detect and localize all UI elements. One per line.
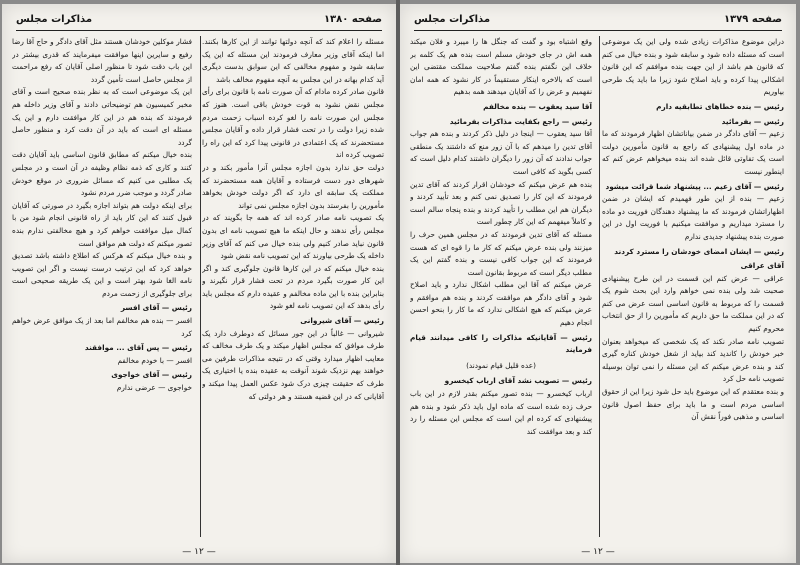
right-page-label: صفحه ۱۳۷۹	[723, 14, 782, 25]
paragraph: خواجوی — عرضی ندارم	[116, 383, 192, 393]
paragraph: فشار موکلین خودشان هستند مثل آقای دادگر و حاج آقا رضا رفیع و سایرین اینها موافقت میفرمایند که قدری بیشتر در این باب دقت شود تا منظور اصلی آقایان که رفع مراحمت از مجلس حاصل است تأمین گردد	[12, 37, 192, 84]
paragraph: تصویب نامه صادر نکند که یک شخصی که میخواهد بعنوان خبر خودش را کاندید کند بیاید از شغل خودش کناره گیری کند و بنده عرض میکنم که این مسئله را نمی توان بوسیله تصویب نامه حل کرد	[602, 336, 784, 384]
paragraph: مسئله را اعلام کند که آنچه دولتها توانند از این کارها بکنند. اما اینکه آقای وزیر معارف فرمودند این مسئله که این یک سابقه شود و مفهوم مخالفی که این سوابق بدست دیگری آید کدام بهانه در این مجلس به آنچه مفهوم مخالف باشد	[202, 37, 384, 84]
paragraph: افسر — بنده هم مخالفم اما بعد از یک موافق عرض خواهم کرد	[12, 316, 192, 338]
speaker-line: رئیس — آقای خواجوی	[111, 370, 192, 380]
paragraph: شیروانی — غالباً در این جور مسائل که دوطرف دارد یک طرف موافق که مجلس اظهار میکند و یک طرف مخالف که معایب اظهار میدارد وقتی که در نتیجه مذاکرات طرفین می خواهند بهم نزدیک شوند آنوقت به عقیده بنده یا اختیاری یک طرف که حقیقت چیزی درک شود عکس العمل پیدا میکند و آقایانی که در این قضیه هستند و هر دولتی که	[202, 328, 384, 401]
left-page-label: صفحه ۱۳۸۰	[323, 14, 382, 25]
paragraph: بنده هم عرض میکنم که خودشان اقرار کردند که آقای تدین فرمودند که این کار را تصدیق نمی کنم و بعد تأیید کردند و دیگران هم این مطلب را تأیید کردند و بنده پنجاه سالم است و کاملاً میفهمم که این کار چطور است	[410, 179, 592, 227]
left-page	[2, 4, 396, 563]
paragraph: افسر — با خودم مخالفم	[117, 355, 192, 365]
column-divider	[599, 36, 600, 537]
proceeding-note: (عده قلیل قیام نمودند)	[466, 360, 536, 370]
speaker-line: رئیس — تصویب نشد آقای ارباب کیخسرو	[444, 376, 592, 386]
paragraph: دراین موضوع مذاکرات زیادی شده ولی این یک موضوعی است که مسئله داده شود و سابقه شود و بنده خیال می کنم که قانون هم باشد از این جهت بنده موافقم که این قانون اشکالی پیدا کرده و باید اصلاح شود زیرا ما باید یک طرحی بیاوریم	[602, 37, 784, 97]
speaker-line: رئیس — ایشان امضای خودشان را مسترد کردند	[614, 246, 784, 256]
right-page-column-left	[410, 36, 592, 541]
column-divider	[200, 36, 201, 537]
speaker-line: رئیس — آقای شیروانی	[300, 316, 384, 326]
left-page-number: — ۱۲ —	[182, 547, 216, 557]
paragraph: وقع اشتباه بود و گفت که جنگل ها را میبرد و فلان میکند همه اش در جای خودش مسلم است بنده هم یک کلمه بر خلاف این نگفتم بنده گفتم صلاحیت مملکت مقتضی این است که بالاخره اینکار مستقیماً در کار نشود که همه امان نفهمیم و عرض را که آقایان میدهند همه بدهیم	[410, 37, 592, 97]
paragraph: عرض میکنم که آقا این مطلب اشکال ندارد و باید اصلاح شود و آقای دادگر هم موافقت کردند و بنده هم موافقم و عرض میکنم که هیچ اشکالی ندارد که ما کار را بنحو احسن انجام دهیم	[410, 280, 592, 328]
speaker-line: رئیس — آقایانیکه مذاکرات را کافی میدانند قیام فرمایند	[410, 332, 592, 355]
speaker-line: رئیس — آقای زعیم ... پیشنهاد شما قرائت میشود	[605, 181, 784, 191]
left-page-column-left	[12, 36, 192, 541]
speaker-line: رئیس — بنده خطاهای تطابقیه دارم	[656, 101, 784, 111]
speaker-line: رئیس — بفرمائید	[721, 116, 784, 126]
speaker-line: آقا سید یعقوب — بنده مخالفم	[483, 101, 592, 111]
paragraph: و بنده خیال میکنم که هرکس که اطلاع داشته باشد تصدیق خواهد کرد که این ترتیب درست نیست و اگر این تصویب نامه الغا شود بهتر است و این یک طریقه صحیحی است برای جلوگیری از زحمت مردم	[12, 251, 192, 298]
paragraph: مسئله که آقای تدین فرمودند که در مجلس همین حرف را میزنند ولی بنده عرض میکنم که کار ما را قوه ای که هست فرمودند که این جواب کافی نیست و بنده گفتم این یک مطلب دیگر است که مربوط بقانون است	[410, 229, 592, 277]
speaker-line: رئیس — پس آقای ... موافقند	[84, 343, 192, 353]
left-page-title: مذاکرات مجلس	[16, 14, 93, 25]
right-page-header	[414, 12, 782, 31]
paragraph: زعیم — بنده از این طور فهمیدم که ایشان در ضمن اظهاراتشان فرمودند که ما پیشنهاد دهندگان فوریت دو ماده را مسترد میداریم و موافقت میکنیم با فوریت اول در این صورت بنده پیشنهاد جدیدی ندارم	[602, 194, 784, 241]
paragraph: یک تصویب نامه صادر کرده اند که همه جا بگویند که در مجلس رأی ندهند و حال اینکه ما هیچ تصویب نامه ای بدون قانون نباید صادر کنیم ولی بنده خیال می کنم که آقای وزیر داخله یک طرحی بیاورند که این تصویب نامه نقض شود	[202, 213, 384, 261]
right-page	[400, 4, 796, 563]
paragraph: آقا سید یعقوب — اینجا در دلیل ذکر کردند و بنده هم جواب آقای تدین را میدهم که با آن زور منع که داشتند یک منطقی جواب ندادند که آن زور را دیگران داشتند کدام دلیل است که کسی بگوید که کافی است	[410, 129, 592, 176]
right-page-column-right	[602, 36, 784, 541]
speaker-line: رئیس — آقای افسر	[120, 303, 192, 313]
left-page-column-right	[202, 36, 384, 541]
paragraph: دولت حق ندارد بدون اجازه مجلس آنرا مأمور بکند و در شهرهای دور دست فرستاده و آقایان همه مستحضرند که مملکت یک سابقه ای دارد که اگر دولت خودش بخواهد مأمورین را بفرستد بدون اجازه مجلس نمی تواند	[202, 162, 384, 210]
speaker-line: آقای عراقی	[740, 261, 784, 271]
paragraph: زعیم — آقای دادگر در ضمن بیاناتشان اظهار فرمودند که ما در ماده اول پیشنهادی که راجع به قانون مأمورین دولت است یک تفاوتی قائل شده اند بنده میخواهم عرض کنم که اینطور نیست	[602, 129, 784, 176]
right-page-number: — ۱۲ —	[581, 547, 615, 557]
left-page-header	[16, 12, 382, 31]
speaker-line: رئیس — راجع بکفایت مذاکرات بفرمائید	[449, 116, 592, 126]
paragraph: بنده خیال میکنم که مطابق قانون اساسی باید آقایان دقت کنند و کاری که ذمه نظام وظیفه در آن است و در مجلس یک مطلبی می کنیم که مسائل ضروری در موقع خودش صادر گردد و موجب ضرر مردم نشود	[12, 150, 192, 198]
right-page-title: مذاکرات مجلس	[414, 14, 491, 25]
paragraph: قانون صادر کرده مادام که آن صورت نامه با قانون برای رأی مجلس نقض نشود به قوت خودش باقی است. هنوز که مجلس این صورت نامه را لغو کرده اسباب زحمت مردم شده زیرا دولت را در تحت فشار قرار داده و آقایان مجلس مستحضرند که یک اعتمادی در قانونی پیدا کرد که این راه را تصویب کرده اند	[202, 87, 384, 160]
paragraph: و بنده معتقدم که این موضوع باید حل شود زیرا این از حقوق اساسی مردم است و ما باید برای حفظ اصول قانون اساسی و مذهبی فوراً نقش آن	[602, 387, 784, 422]
paragraph: عراقی — عرض کنم این قسمت در این طرح پیشنهادی صحبت شد ولی بنده نمی خواهم وارد این بحث شوم یک قسمت را که مربوط به قانون اساسی است عرض می کنم که در این مملکت ما حق داریم که مأمورین را از حق انتخاب محروم کنیم	[602, 273, 784, 334]
paragraph: برای اینکه دولت هم بتواند اجازه بگیرد در صورتی که آقایان قبول کنند که این کار باید از راه قانونی انجام شود من با کمال میل موافقت خواهم کرد و هیچ مخالفتی ندارم بنده تصور میکنم که دولت هم موافق است	[12, 200, 192, 248]
paragraph: این یک موضوعی است که به نظر بنده صحیح است و آقای مخبر کمیسیون هم توضیحاتی دادند و آقای وزیر داخله هم فرمودند که بنده هم در این کار موافقت دارم و این یک مسئله ای است که باید در آن دقت کرد و منظور حاصل گردد	[12, 87, 192, 147]
paragraph: ارباب کیخسرو — بنده تصور میکنم بقدر لازم در این باب حرف زده شده است که ماده اول باید ذکر شود و بنده هم پیشنهادی که کرده ام این است که مجلس این مسئله را رد کند و بعد موافقت کند	[410, 389, 592, 436]
paragraph: بنده خیال میکنم که در این کارها قانون جلوگیری کند و اگر این کار صورت بگیرد مردم در تحت فشار قرار نگیرند و بنابراین بنده با این ماده مخالفم و عقیده دارم که مجلس باید رأی بدهد که این تصویب نامه لغو شود	[202, 263, 384, 311]
